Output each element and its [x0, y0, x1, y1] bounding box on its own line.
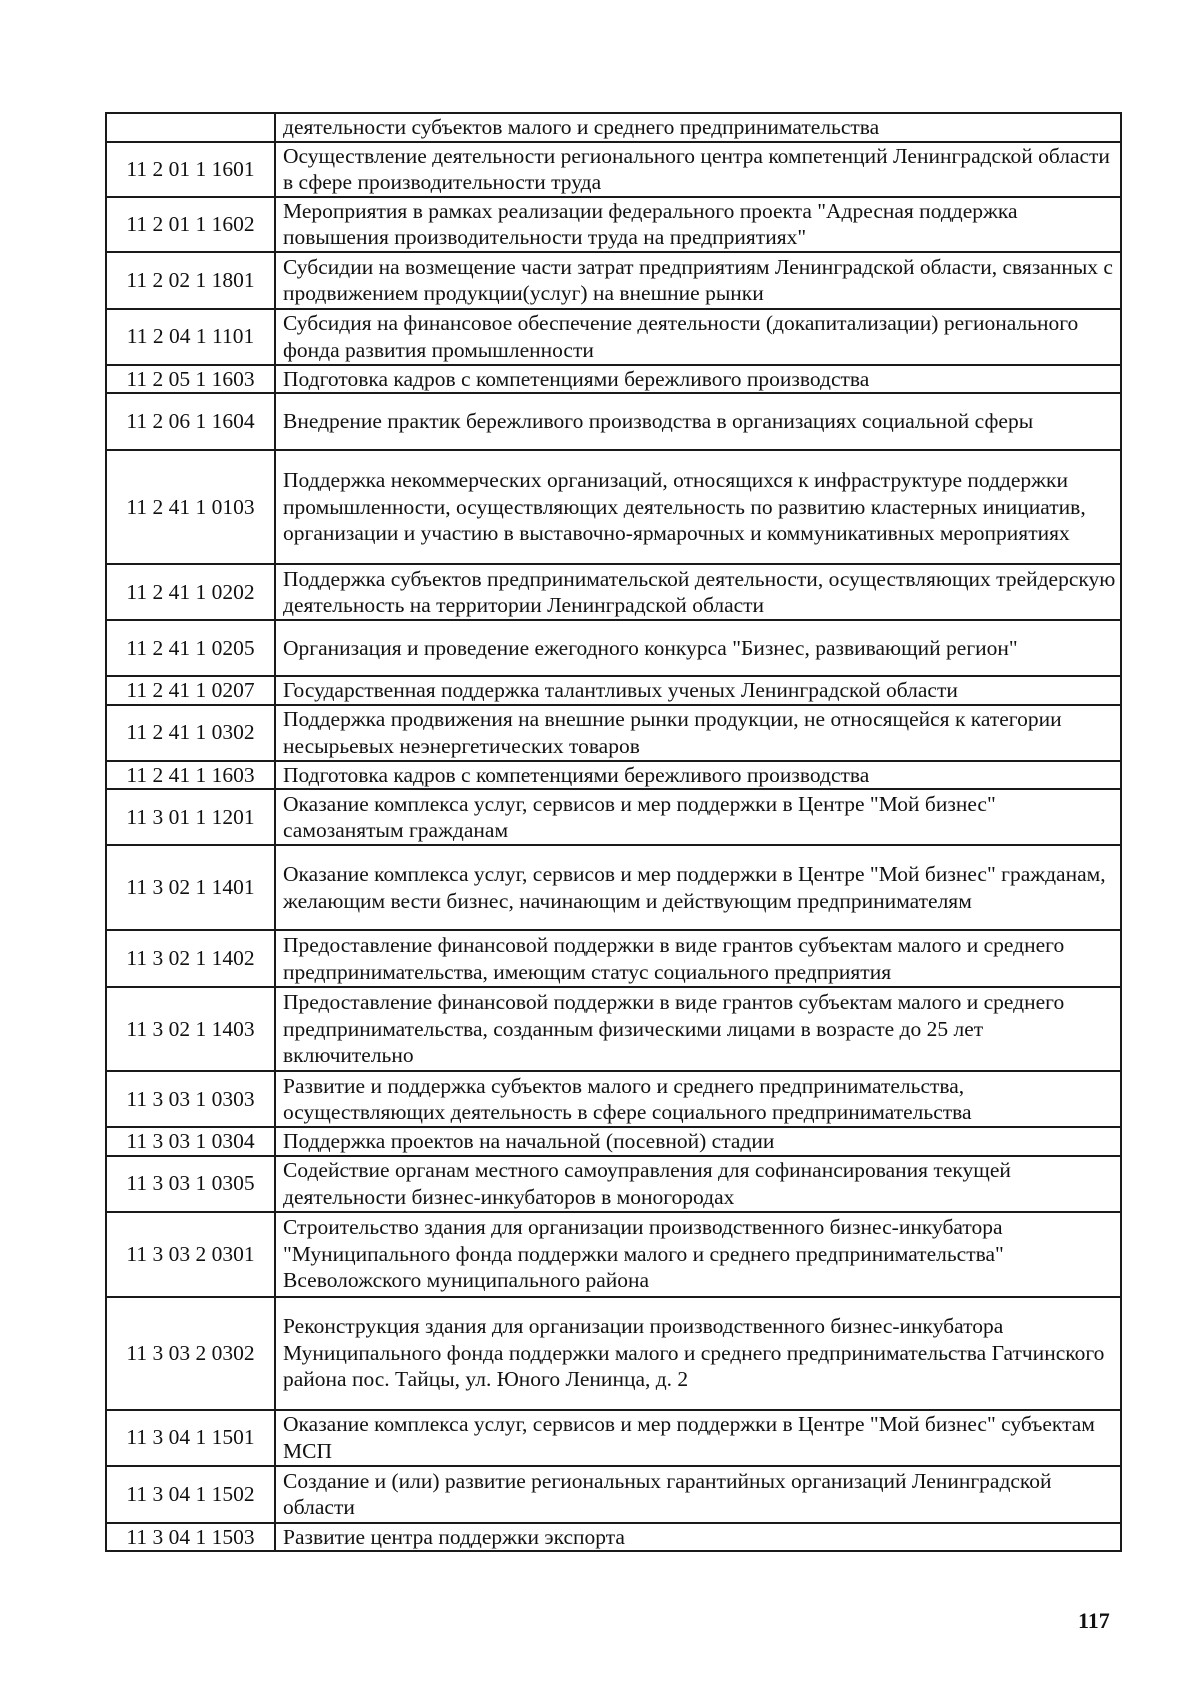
code-cell: 11 2 04 1 1101	[106, 309, 275, 365]
table-row	[106, 450, 1121, 564]
description-cell: Оказание комплекса услуг, сервисов и мер поддержки в Центре "Мой бизнес" субъектам МСП	[275, 1410, 1121, 1466]
table-row	[106, 620, 1121, 676]
code-cell: 11 2 01 1 1602	[106, 197, 275, 252]
description-cell: Государственная поддержка талантливых ученых Ленинградской области	[275, 676, 1121, 705]
description-cell: Реконструкция здания для организации производственного бизнес-инкубатора Муниципального фонда поддержки малого и среднего предпринимательства Гатчинского района пос. Тайцы, ул. Юного Ленинца, д. 2	[275, 1297, 1121, 1410]
code-cell: 11 3 03 2 0301	[106, 1212, 275, 1297]
code-cell: 11 3 01 1 1201	[106, 789, 275, 845]
code-cell: 11 3 02 1 1401	[106, 845, 275, 930]
table-row	[106, 1212, 1121, 1297]
code-cell: 11 2 02 1 1801	[106, 252, 275, 309]
description-cell: деятельности субъектов малого и среднего предпринимательства	[275, 113, 1121, 142]
budget-codes-table	[105, 112, 1122, 1552]
code-cell	[106, 113, 275, 142]
table-row	[106, 930, 1121, 987]
table-row	[106, 309, 1121, 365]
description-cell: Подготовка кадров с компетенциями бережливого производства	[275, 761, 1121, 790]
table-row	[106, 1156, 1121, 1212]
code-cell: 11 2 05 1 1603	[106, 365, 275, 394]
description-cell: Создание и (или) развитие региональных гарантийных организаций Ленинградской области	[275, 1466, 1121, 1523]
code-cell: 11 2 01 1 1601	[106, 142, 275, 197]
table-row	[106, 1297, 1121, 1410]
table-row	[106, 761, 1121, 790]
description-cell: Строительство здания для организации производственного бизнес-инкубатора "Муниципального фонда поддержки малого и среднего предпринимательства" Всеволожского муниципального района	[275, 1212, 1121, 1297]
description-cell: Оказание комплекса услуг, сервисов и мер поддержки в Центре "Мой бизнес" гражданам, желающим вести бизнес, начинающим и действующим предпринимателям	[275, 845, 1121, 930]
description-cell: Оказание комплекса услуг, сервисов и мер поддержки в Центре "Мой бизнес" самозанятым гражданам	[275, 789, 1121, 845]
table-row	[106, 1071, 1121, 1127]
code-cell: 11 2 41 1 0202	[106, 564, 275, 620]
code-cell: 11 3 03 2 0302	[106, 1297, 275, 1410]
description-cell: Субсидия на финансовое обеспечение деятельности (докапитализации) регионального фонда развития промышленности	[275, 309, 1121, 365]
description-cell: Подготовка кадров с компетенциями бережливого производства	[275, 365, 1121, 394]
table-row	[106, 1410, 1121, 1466]
table-row	[106, 1466, 1121, 1523]
description-cell: Организация и проведение ежегодного конкурса "Бизнес, развивающий регион"	[275, 620, 1121, 676]
code-cell: 11 3 03 1 0303	[106, 1071, 275, 1127]
table-row	[106, 676, 1121, 705]
table-body	[106, 113, 1121, 1551]
code-cell: 11 3 04 1 1502	[106, 1466, 275, 1523]
code-cell: 11 3 02 1 1402	[106, 930, 275, 987]
description-cell: Поддержка субъектов предпринимательской деятельности, осуществляющих трейдерскую деятельность на территории Ленинградской области	[275, 564, 1121, 620]
table-row	[106, 393, 1121, 450]
description-cell: Мероприятия в рамках реализации федерального проекта "Адресная поддержка повышения производительности труда на предприятиях"	[275, 197, 1121, 252]
table-row	[106, 789, 1121, 845]
code-cell: 11 2 41 1 0207	[106, 676, 275, 705]
description-cell: Поддержка продвижения на внешние рынки продукции, не относящейся к категории несырьевых неэнергетических товаров	[275, 705, 1121, 761]
description-cell: Предоставление финансовой поддержки в виде грантов субъектам малого и среднего предпринимательства, созданным физическими лицами в возрасте до 25 лет включительно	[275, 987, 1121, 1071]
description-cell: Осуществление деятельности регионального центра компетенций Ленинградской области в сфере производительности труда	[275, 142, 1121, 197]
table-row	[106, 197, 1121, 252]
description-cell: Субсидии на возмещение части затрат предприятиям Ленинградской области, связанных с продвижением продукции(услуг) на внешние рынки	[275, 252, 1121, 309]
code-cell: 11 2 41 1 0103	[106, 450, 275, 564]
code-cell: 11 3 02 1 1403	[106, 987, 275, 1071]
code-cell: 11 3 04 1 1503	[106, 1523, 275, 1552]
code-cell: 11 3 03 1 0305	[106, 1156, 275, 1212]
code-cell: 11 2 41 1 1603	[106, 761, 275, 790]
table-row	[106, 142, 1121, 197]
code-cell: 11 2 06 1 1604	[106, 393, 275, 450]
table-row	[106, 987, 1121, 1071]
code-cell: 11 3 03 1 0304	[106, 1127, 275, 1156]
table-row	[106, 113, 1121, 142]
code-cell: 11 3 04 1 1501	[106, 1410, 275, 1466]
page-number: 117	[1078, 1608, 1110, 1633]
table-row	[106, 1523, 1121, 1552]
description-cell: Развитие и поддержка субъектов малого и среднего предпринимательства, осуществляющих деятельность в сфере социального предпринимательства	[275, 1071, 1121, 1127]
table-row	[106, 365, 1121, 394]
code-cell: 11 2 41 1 0205	[106, 620, 275, 676]
description-cell: Поддержка некоммерческих организаций, относящихся к инфраструктуре поддержки промышленности, осуществляющих деятельность по развитию кластерных инициатив, организации и участию в выставочно-ярмарочных и коммуникативных мероприятиях	[275, 450, 1121, 564]
table-row	[106, 845, 1121, 930]
code-cell: 11 2 41 1 0302	[106, 705, 275, 761]
table-row	[106, 1127, 1121, 1156]
description-cell: Поддержка проектов на начальной (посевной) стадии	[275, 1127, 1121, 1156]
table-row	[106, 252, 1121, 309]
description-cell: Содействие органам местного самоуправления для софинансирования текущей деятельности бизнес-инкубаторов в моногородах	[275, 1156, 1121, 1212]
description-cell: Внедрение практик бережливого производства в организациях социальной сферы	[275, 393, 1121, 450]
table-row	[106, 705, 1121, 761]
table-row	[106, 564, 1121, 620]
description-cell: Предоставление финансовой поддержки в виде грантов субъектам малого и среднего предпринимательства, имеющим статус социального предприятия	[275, 930, 1121, 987]
description-cell: Развитие центра поддержки экспорта	[275, 1523, 1121, 1552]
